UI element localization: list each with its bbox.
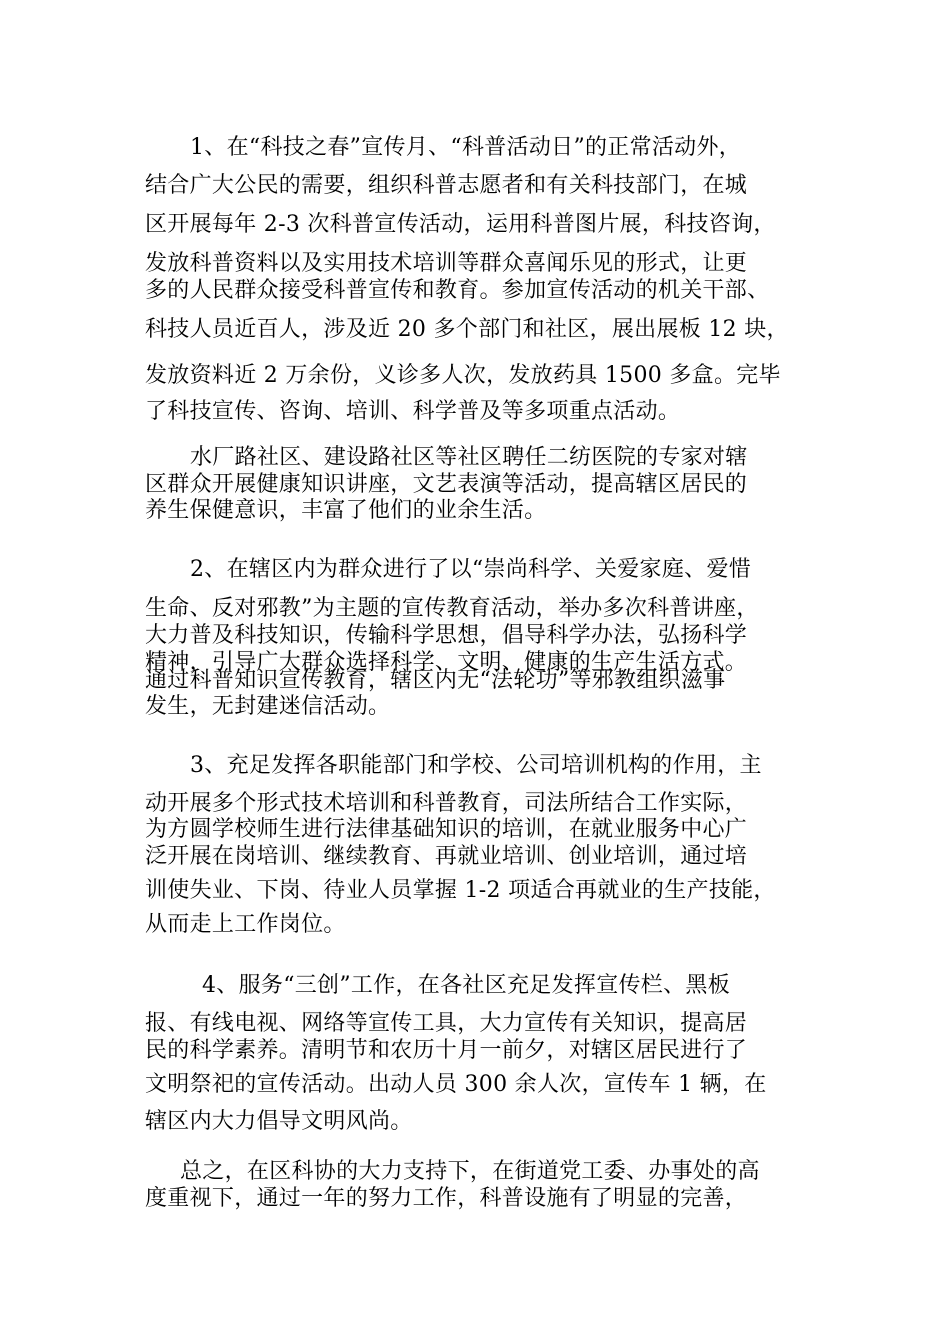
text-line: 民的科学素养。清明节和农历十月一前夕，对辖区居民进行了	[145, 1038, 748, 1063]
text-line: 通过科普知识宣传教育，辖区内无“法轮功”等邪教组织滋事	[145, 668, 726, 693]
text-line: 总之，在区科协的大力支持下，在街道党工委、办事处的高	[180, 1159, 760, 1184]
text-line: 报、有线电视、网络等宣传工具，大力宣传有关知识，提高居	[145, 1011, 748, 1036]
text-line: 4、服务“三创”工作，在各社区充足发挥宣传栏、黑板	[202, 973, 730, 998]
text-line: 大力普及科技知识，传输科学思想，倡导科学办法，弘扬科学	[145, 623, 748, 648]
text-line: 区开展每年 2-3 次科普宣传活动，运用科普图片展，科技咨询，	[145, 212, 776, 237]
text-line: 动开展多个形式技术培训和科普教育，司法所结合工作实际，	[145, 791, 748, 816]
text-line: 区群众开展健康知识讲座，文艺表演等活动，提高辖区居民的	[145, 472, 748, 497]
text-line: 水厂路社区、建设路社区等社区聘任二纺医院的专家对辖	[190, 445, 748, 470]
text-line: 精神，引导广大群众选择科学、文明、健康的生产生活方式。	[145, 650, 748, 675]
text-line: 度重视下，通过一年的努力工作，科普设施有了明显的完善，	[145, 1186, 748, 1211]
text-line: 文明祭祀的宣传活动。出动人员 300 余人次，宣传车 1 辆，在	[145, 1072, 767, 1097]
text-line: 1、在“科技之春”宣传月、“科普活动日”的正常活动外，	[190, 135, 742, 160]
text-line: 辖区内大力倡导文明风尚。	[145, 1109, 413, 1134]
text-line: 养生保健意识，丰富了他们的业余生活。	[145, 498, 547, 523]
text-line: 了科技宣传、咨询、培训、科学普及等多项重点活动。	[145, 399, 681, 424]
text-line: 3、充足发挥各职能部门和学校、公司培训机构的作用，主	[190, 753, 762, 778]
text-line: 训使失业、下岗、待业人员掌握 1-2 项适合再就业的生产技能，	[145, 878, 776, 903]
text-line: 为方圆学校师生进行法律基础知识的培训，在就业服务中心广	[145, 817, 748, 842]
text-line: 2、在辖区内为群众进行了以“崇尚科学、关爱家庭、爱惜	[190, 557, 752, 582]
text-line: 发放科普资料以及实用技术培训等群众喜闻乐见的形式，让更	[145, 251, 748, 276]
text-line: 结合广大公民的需要，组织科普志愿者和有关科技部门，在城	[145, 173, 748, 198]
text-line: 多的人民群众接受科普宣传和教育。参加宣传活动的机关干部、	[145, 278, 770, 303]
text-line: 从而走上工作岗位。	[145, 912, 346, 937]
text-line: 科技人员近百人，涉及近 20 多个部门和社区，展出展板 12 块，	[145, 317, 789, 342]
text-line: 生命、反对邪教”为主题的宣传教育活动，举办多次科普讲座，	[145, 596, 759, 621]
text-line: 发放资料近 2 万余份，义诊多人次，发放药具 1500 多盒。完毕	[145, 363, 781, 388]
text-line: 发生，无封建迷信活动。	[145, 694, 391, 719]
text-line: 泛开展在岗培训、继续教育、再就业培训、创业培训，通过培	[145, 844, 748, 869]
